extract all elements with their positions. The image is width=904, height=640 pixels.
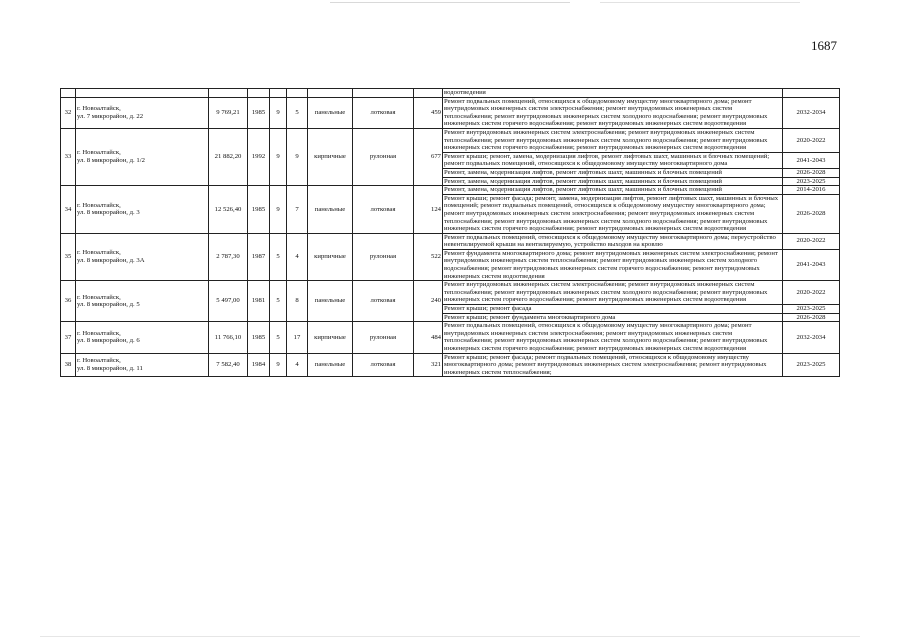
address-line-street: ул. 8 микрорайон, д. 6 — [77, 337, 140, 345]
floors-cell: 9 — [270, 353, 287, 377]
address-line-city: г. Новоалтайск, — [77, 249, 121, 257]
work-description: Ремонт фундамента многоквартирного дома; ремонт внутридомовых инженерных систем электроснабжения; ремонт внутридомовых инженерных систем теплоснабжения; ремонт внутридомовых инженерных систем холодного водоснабжения; ремонт внутридомовых инженерных систем горячего водоснабжения; ремонт внутридомовых инженерных систем водоотведения — [443, 249, 783, 280]
address-cell — [76, 281, 209, 322]
address-line-city: г. Новоалтайск, — [77, 105, 121, 113]
work-period: 2026-2028 — [783, 313, 840, 322]
residents-cell: 459 — [414, 97, 443, 128]
work-period: 2020-2022 — [783, 233, 840, 249]
roof-cell: рулонная — [353, 322, 414, 353]
empty-cell — [270, 89, 287, 98]
year-cell: 1987 — [248, 233, 270, 281]
address-cell — [76, 128, 209, 185]
scan-artifact-top-right — [600, 2, 800, 3]
area-cell: 5 497,00 — [209, 281, 248, 322]
entrances-cell: 17 — [287, 322, 308, 353]
work-description: Ремонт крыши; ремонт фасада; ремонт подвальных помещений, относящихся к общедомовому имуществу многоквартирного дома; ремонт внутридомовых инженерных систем электроснабжения; ремонт внутридомовых инженерных систем теплоснабжения; — [443, 353, 783, 377]
row-number: 33 — [61, 128, 76, 185]
residents-cell: 124 — [414, 186, 443, 234]
entrances-cell: 5 — [287, 97, 308, 128]
residents-cell: 240 — [414, 281, 443, 322]
empty-cell — [783, 89, 840, 98]
table-row — [61, 186, 840, 195]
work-period: 2041-2043 — [783, 152, 840, 168]
area-cell: 11 766,10 — [209, 322, 248, 353]
area-cell: 2 787,30 — [209, 233, 248, 281]
work-description: Ремонт крыши; ремонт фасада; ремонт, замена, модернизация лифтов, ремонт лифтовых шахт, машинных и блочных помещений; ремонт подвальных помещений, относящихся к общедомовому имуществу многоквартирного дома; ремонт внутридомовых инженерных систем электроснабжения; ремонт внутридомовых инженерных систем теплоснабжения; ремонт внутридомовых инженерных систем холодного водоснабжения; ремонт внутридомовых инженерных систем горячего водоснабжения; ремонт внутридомовых инженерных систем водоотведения — [443, 194, 783, 233]
work-period: 2032-2034 — [783, 97, 840, 128]
row-number: 32 — [61, 97, 76, 128]
continuation-text: водоотведения — [443, 89, 783, 98]
row-number: 35 — [61, 233, 76, 281]
walls-cell: панельные — [308, 97, 353, 128]
floors-cell: 9 — [270, 128, 287, 185]
address-cell — [76, 97, 209, 128]
address-line-city: г. Новоалтайск, — [77, 149, 121, 157]
address-cell — [76, 322, 209, 353]
work-period: 2023-2025 — [783, 177, 840, 186]
empty-cell — [248, 89, 270, 98]
area-cell: 9 769,21 — [209, 97, 248, 128]
residents-cell: 522 — [414, 233, 443, 281]
roof-cell: лотковая — [353, 353, 414, 377]
row-number: 36 — [61, 281, 76, 322]
entrances-cell: 7 — [287, 186, 308, 234]
table-body — [61, 89, 840, 377]
page-number: 1687 — [811, 38, 837, 53]
floors-cell: 9 — [270, 186, 287, 234]
empty-cell — [308, 89, 353, 98]
work-period: 2032-2034 — [783, 322, 840, 353]
work-description: Ремонт крыши; ремонт фасада — [443, 305, 783, 314]
table-row — [61, 353, 840, 377]
residents-cell: 321 — [414, 353, 443, 377]
entrances-cell: 4 — [287, 233, 308, 281]
year-cell: 1985 — [248, 186, 270, 234]
empty-cell — [287, 89, 308, 98]
work-description: Ремонт, замена, модернизация лифтов, ремонт лифтовых шахт, машинных и блочных помещений — [443, 168, 783, 177]
work-period: 2020-2022 — [783, 281, 840, 305]
empty-cell — [414, 89, 443, 98]
scan-artifact-top — [330, 2, 570, 3]
address-line-city: г. Новоалтайск, — [77, 329, 121, 337]
row-number: 38 — [61, 353, 76, 377]
address-line-city: г. Новоалтайск, — [77, 201, 121, 209]
repair-program-table — [60, 88, 840, 377]
work-description: Ремонт подвальных помещений, относящихся к общедомовому имуществу многоквартирного дома; переустройство невентилируемой крыши на вентилируемую, устройство выходов на кровлю — [443, 233, 783, 249]
year-cell: 1981 — [248, 281, 270, 322]
year-cell: 1985 — [248, 322, 270, 353]
table-row — [61, 128, 840, 152]
work-description: Ремонт крыши; ремонт, замена, модернизация лифтов, ремонт лифтовых шахт, машинных и блочных помещений; ремонт подвальных помещений, относящихся к общедомовому имуществу многоквартирного дома — [443, 152, 783, 168]
work-period: 2026-2028 — [783, 168, 840, 177]
year-cell: 1985 — [248, 97, 270, 128]
area-cell: 21 882,20 — [209, 128, 248, 185]
work-description: Ремонт внутридомовых инженерных систем электроснабжения; ремонт внутридомовых инженерных систем теплоснабжения; ремонт внутридомовых инженерных систем холодного водоснабжения; ремонт внутридомовых инженерных систем горячего водоснабжения; ремонт внутридомовых инженерных систем водоотведения — [443, 281, 783, 305]
work-period: 2014-2016 — [783, 186, 840, 195]
roof-cell: рулонная — [353, 233, 414, 281]
empty-cell — [61, 89, 76, 98]
entrances-cell: 8 — [287, 281, 308, 322]
walls-cell: кирпичные — [308, 322, 353, 353]
roof-cell: лотковая — [353, 281, 414, 322]
walls-cell: панельные — [308, 281, 353, 322]
work-period: 2026-2028 — [783, 194, 840, 233]
address-line-street: ул. 7 микрорайон, д. 22 — [77, 112, 144, 120]
address-cell — [76, 353, 209, 377]
walls-cell: панельные — [308, 353, 353, 377]
walls-cell: кирпичные — [308, 128, 353, 185]
address-line-street: ул. 8 микрорайон, д. 11 — [77, 364, 143, 372]
walls-cell: кирпичные — [308, 233, 353, 281]
row-number: 34 — [61, 186, 76, 234]
empty-cell — [209, 89, 248, 98]
work-description: Ремонт крыши; ремонт фундамента многоквартирного дома — [443, 313, 783, 322]
walls-cell: панельные — [308, 186, 353, 234]
residents-cell: 484 — [414, 322, 443, 353]
work-period: 2023-2025 — [783, 305, 840, 314]
table-row — [61, 322, 840, 353]
work-period: 2041-2043 — [783, 249, 840, 280]
floors-cell: 5 — [270, 233, 287, 281]
area-cell: 7 582,40 — [209, 353, 248, 377]
address-line-street: ул. 8 микрорайон, д. 3 — [77, 209, 140, 217]
scan-artifact-bottom — [40, 636, 860, 637]
work-description: Ремонт, замена, модернизация лифтов, ремонт лифтовых шахт, машинных и блочных помещений — [443, 186, 783, 195]
work-period: 2023-2025 — [783, 353, 840, 377]
empty-cell — [353, 89, 414, 98]
table-row — [61, 281, 840, 305]
table-row — [61, 97, 840, 128]
address-line-street: ул. 8 микрорайон, д. 1/2 — [77, 157, 145, 165]
year-cell: 1992 — [248, 128, 270, 185]
entrances-cell: 4 — [287, 353, 308, 377]
address-line-city: г. Новоалтайск, — [77, 357, 121, 365]
work-description: Ремонт внутридомовых инженерных систем электроснабжения; ремонт внутридомовых инженерных систем теплоснабжения; ремонт внутридомовых инженерных систем холодного водоснабжения; ремонт внутридомовых инженерных систем горячего водоснабжения; ремонт внутридомовых инженерных систем водоотведения — [443, 128, 783, 152]
work-description: Ремонт подвальных помещений, относящихся к общедомовому имуществу многоквартирного дома; ремонт внутридомовых инженерных систем электроснабжения; ремонт внутридомовых инженерных систем теплоснабжения; ремонт внутридомовых инженерных систем холодного водоснабжения; ремонт внутридомовых инженерных систем горячего водоснабжения; ремонт внутридомовых инженерных систем водоотведения — [443, 97, 783, 128]
entrances-cell: 9 — [287, 128, 308, 185]
address-line-street: ул. 8 микрорайон, д. 3А — [77, 256, 145, 264]
year-cell: 1984 — [248, 353, 270, 377]
table-row — [61, 233, 840, 249]
address-cell — [76, 186, 209, 234]
address-line-street: ул. 8 микрорайон, д. 5 — [77, 301, 140, 309]
roof-cell: лотковая — [353, 186, 414, 234]
row-number: 37 — [61, 322, 76, 353]
work-description: Ремонт, замена, модернизация лифтов, ремонт лифтовых шахт, машинных и блочных помещений — [443, 177, 783, 186]
floors-cell: 5 — [270, 281, 287, 322]
address-cell — [76, 233, 209, 281]
empty-cell — [76, 89, 209, 98]
residents-cell: 677 — [414, 128, 443, 185]
roof-cell: лотковая — [353, 97, 414, 128]
work-period: 2020-2022 — [783, 128, 840, 152]
continuation-row — [61, 89, 840, 98]
work-description: Ремонт подвальных помещений, относящихся к общедомовому имуществу многоквартирного дома; ремонт внутридомовых инженерных систем электроснабжения; ремонт внутридомовых инженерных систем теплоснабжения; ремонт внутридомовых инженерных систем холодного водоснабжения; ремонт внутридомовых инженерных систем горячего водоснабжения; ремонт внутридомовых инженерных систем водоотведения — [443, 322, 783, 353]
roof-cell: рулонная — [353, 128, 414, 185]
area-cell: 12 526,40 — [209, 186, 248, 234]
address-line-city: г. Новоалтайск, — [77, 293, 121, 301]
floors-cell: 9 — [270, 97, 287, 128]
floors-cell: 5 — [270, 322, 287, 353]
